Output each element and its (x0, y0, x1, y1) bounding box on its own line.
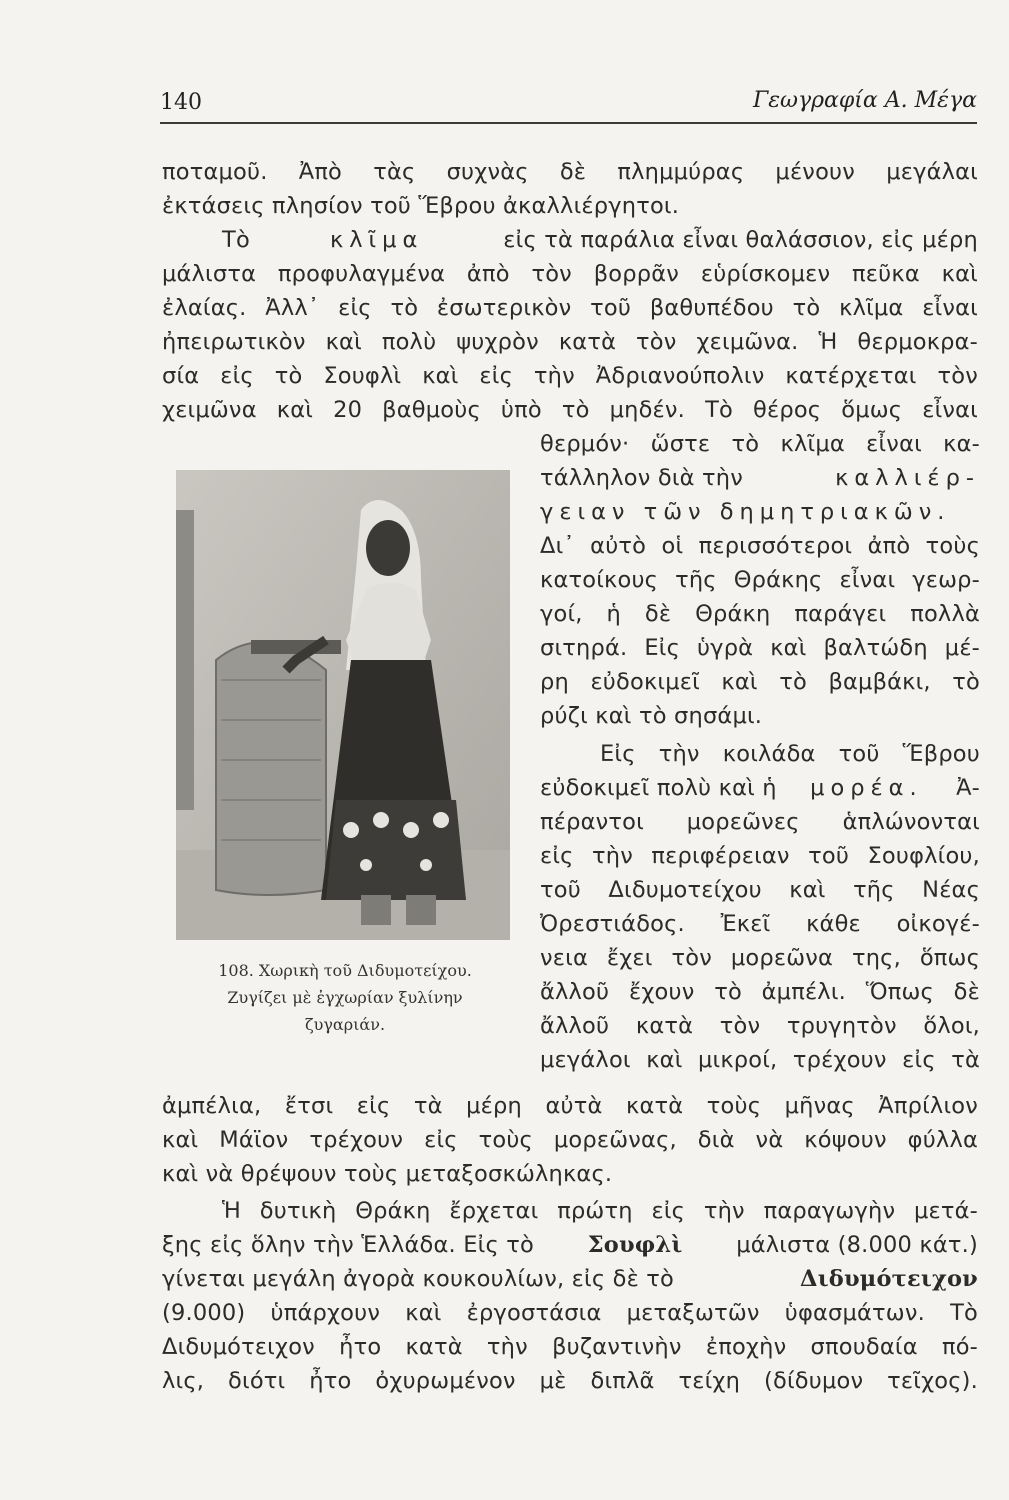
text-line: καὶ Μάϊον τρέχουν εἰς τοὺς μορεῶνας, διὰ νὰ κόψουν φύλλα (162, 1127, 978, 1153)
text-line (540, 461, 980, 495)
text-line: Δι᾿ αὐτὸ οἱ περισσότεροι ἀπὸ τοὺς (540, 533, 980, 559)
text-line (162, 1262, 978, 1296)
place-name-soufli: Σουφλὶ (587, 1232, 683, 1258)
text-run: Τὸ (222, 227, 250, 253)
page-header (160, 84, 977, 124)
text-line: ἐκτάσεις πλησίον τοῦ Ἕβρου ἀκαλλιέργητοι. (162, 193, 680, 219)
text-run: μάλιστα (8.000 κάτ.) (736, 1232, 978, 1258)
emphasis-term: κλῖμα (329, 227, 424, 253)
text-line: ἀμπέλια, ἔτσι εἰς τὰ μέρη αὐτὰ κατὰ τοὺς μῆνας Ἀπρίλιον (162, 1093, 978, 1119)
text-line: σιτηρά. Εἰς ὑγρὰ καὶ βαλτώδη μέ- (540, 635, 980, 661)
text-line: (9.000) ὑπάρχουν καὶ ἐργοστάσια μεταξωτῶν ὑφασμάτων. Τὸ (162, 1300, 978, 1326)
figure-caption-line: 108. Χωρικὴ τοῦ Διδυμοτείχου. (218, 961, 472, 980)
emphasis-term: καλλιέρ- (835, 465, 980, 491)
text-line: ἐλαίας. Ἀλλ᾿ εἰς τὸ ἐσωτερικὸν τοῦ βαθυπέδου τὸ κλῖμα εἶναι (162, 295, 978, 321)
emphasis-line: γειαν τῶν δημητριακῶν. (540, 499, 951, 525)
text-line: χειμῶνα καὶ 20 βαθμοὺς ὑπὸ τὸ μηδέν. Τὸ θέρος ὅμως εἶναι (162, 397, 978, 423)
text-line: κατοίκους τῆς Θράκης εἶναι γεωρ- (540, 567, 980, 593)
photo-village-woman (176, 470, 510, 940)
text-line: Ἡ δυτικὴ Θράκη ἔρχεται πρώτη εἰς τὴν παραγωγὴν μετά- (222, 1198, 978, 1224)
page-number: 140 (160, 90, 202, 115)
text-run: εἰς τὰ παράλια εἶναι θαλάσσιον, εἰς μέρη (503, 227, 978, 253)
place-name-didymoteicho: Διδυμότειχον (800, 1266, 978, 1292)
text-line: πέραντοι μορεῶνες ἁπλώνονται (540, 809, 980, 835)
text-line: ἠπειρωτικὸν καὶ πολὺ ψυχρὸν κατὰ τὸν χειμῶνα. Ἡ θερμοκρα- (162, 329, 978, 355)
text-line: ρη εὐδοκιμεῖ καὶ τὸ βαμβάκι, τὸ (540, 669, 980, 695)
text-line: εἰς τὴν περιφέρειαν τοῦ Σουφλίου, (540, 843, 980, 869)
text-line: γοί, ἡ δὲ Θράκη παράγει πολλὰ (540, 601, 980, 627)
text-line: καὶ νὰ θρέψουν τοὺς μεταξοσκώληκας. (162, 1161, 613, 1187)
text-line: ρύζι καὶ τὸ σησάμι. (540, 703, 763, 729)
text-line: σία εἰς τὸ Σουφλὶ καὶ εἰς τὴν Ἀδριανούπολιν κατέρχεται τὸν (162, 363, 978, 389)
text-line: μάλιστα προφυλαγμένα ἀπὸ τὸν βορρᾶν εὑρίσκομεν πεῦκα καὶ (162, 261, 978, 287)
text-run: εὐδοκιμεῖ πολὺ καὶ ἡ (540, 775, 777, 801)
text-line: Διδυμότειχον ἦτο κατὰ τὴν βυζαντινὴν ἐποχὴν σπουδαία πό- (162, 1334, 978, 1360)
emphasis-term: μορέα. (810, 775, 923, 801)
running-title: Γεωγραφία Α. Μέγα (752, 88, 977, 113)
figure-caption-line: Ζυγίζει μὲ ἐγχωρίαν ξυλίνην (227, 988, 463, 1007)
text-line: τοῦ Διδυμοτείχου καὶ τῆς Νέας (540, 877, 980, 903)
header-rule (160, 122, 977, 124)
text-line: νεια ἔχει τὸν μορεῶνα της, ὅπως (540, 945, 980, 971)
text-run: ξης εἰς ὅλην τὴν Ἑλλάδα. Εἰς τὸ (162, 1232, 534, 1258)
text-line: ἄλλοῦ ἔχουν τὸ ἀμπέλι. Ὅπως δὲ (540, 979, 980, 1005)
text-line: λις, διότι ἦτο ὀχυρωμένον μὲ διπλᾶ τείχη (δίδυμον τεῖχος). (162, 1368, 978, 1394)
figure-caption-line: ζυγαριάν. (304, 1015, 386, 1034)
text-line (162, 1228, 978, 1262)
text-line: μεγάλοι καὶ μικροί, τρέχουν εἰς τὰ (540, 1047, 980, 1073)
text-line: ποταμοῦ. Ἀπὸ τὰς συχνὰς δὲ πλημμύρας μένουν μεγάλαι (162, 159, 978, 185)
text-run: Ἀ- (956, 775, 980, 801)
text-line: ἄλλοῦ κατὰ τὸν τρυγητὸν ὅλοι, (540, 1013, 980, 1039)
text-line: θερμόν· ὥστε τὸ κλῖμα εἶναι κα- (540, 431, 980, 457)
text-line: Εἰς τὴν κοιλάδα τοῦ Ἕβρου (600, 741, 980, 767)
text-line (540, 771, 980, 805)
text-run: γίνεται μεγάλη ἀγορὰ κουκουλίων, εἰς δὲ τὸ (162, 1266, 674, 1292)
text-line: Ὀρεστιάδος. Ἐκεῖ κάθε οἰκογέ- (540, 911, 980, 937)
paragraph-first-line (222, 223, 978, 257)
text-run: τάλληλον διὰ τὴν (540, 465, 744, 491)
